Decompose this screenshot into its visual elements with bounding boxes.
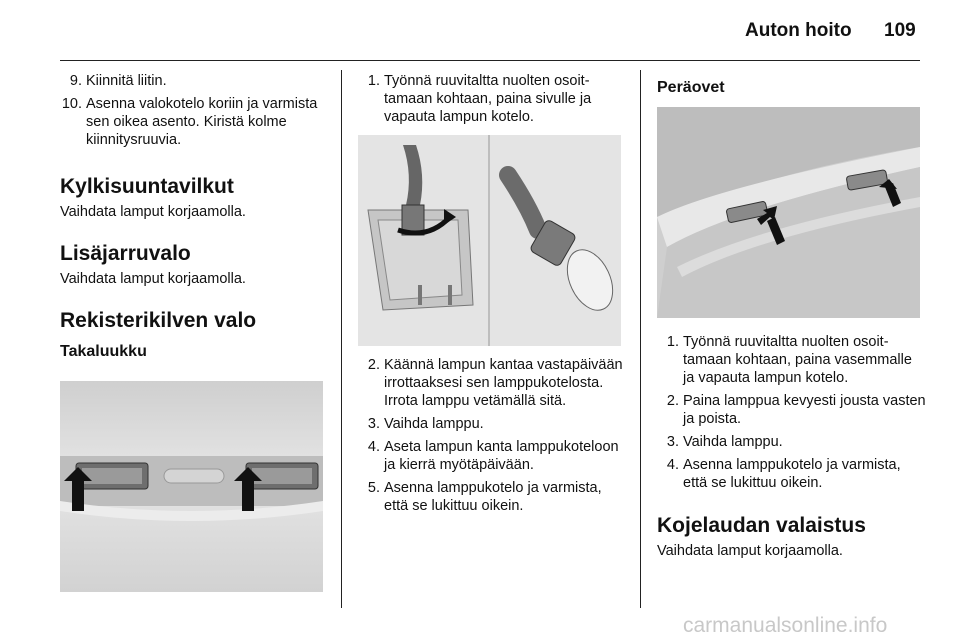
step-number: 5. — [367, 480, 380, 496]
step-text: Työnnä ruuvitaltta nuolten osoittamaan kohtaan, paina sivulle ja vapauta lampun kotelo. — [384, 73, 592, 125]
page-number: 109 — [884, 20, 916, 41]
bulb-removal-figure — [358, 135, 621, 346]
column-divider-2 — [640, 70, 641, 608]
tailgate-illustration — [60, 381, 323, 592]
step-number: 9. — [69, 73, 82, 89]
step-item — [60, 72, 330, 90]
step-number: 10. — [61, 96, 82, 112]
step-number: 1. — [367, 73, 380, 89]
step-text: Aseta lampun kanta lamppukoteloon ja kierrä myötäpäivään. — [384, 439, 619, 473]
step-item — [358, 415, 628, 433]
rear-door-illustration — [657, 107, 920, 318]
step-text: Asenna lamppukotelo ja varmista, että se lukittuu oikein. — [683, 457, 901, 491]
header-divider — [60, 60, 920, 61]
side-indicators-text: Vaihdata lamput korjaamolla. — [60, 204, 246, 220]
step-item — [358, 72, 628, 126]
step-list — [60, 72, 330, 149]
brake-light-text: Vaihdata lamput korjaamolla. — [60, 271, 246, 287]
subheading-tailgate: Takaluukku — [60, 343, 147, 360]
step-text: Asenna lamppukotelo ja varmista, että se lukittuu oikein. — [384, 480, 602, 514]
tailgate-license-light-figure — [60, 381, 323, 592]
step-list — [657, 333, 927, 492]
heading-brake-light: Lisäjarruvalo — [60, 242, 191, 265]
step-list — [358, 356, 628, 515]
column-1 — [60, 72, 330, 362]
step-item — [657, 392, 927, 428]
step-item — [60, 95, 330, 149]
step-number: 3. — [666, 434, 679, 450]
bulb-socket-illustration — [358, 135, 621, 346]
step-item — [657, 433, 927, 451]
step-text: Työnnä ruuvitaltta nuolten osoittamaan kohtaan, paina vasemmalle ja vapauta lampun kotelo. — [683, 334, 912, 386]
step-item — [358, 356, 628, 410]
heading-license-light: Rekisterikilven valo — [60, 309, 257, 332]
step-number: 4. — [666, 457, 679, 473]
column-divider-1 — [341, 70, 342, 608]
watermark: carmanualsonline.info — [683, 614, 888, 637]
step-number: 4. — [367, 439, 380, 455]
column-2-steps — [358, 356, 628, 520]
step-item — [358, 479, 628, 515]
step-number: 1. — [666, 334, 679, 350]
section-title: Auton hoito — [745, 20, 852, 41]
step-number: 3. — [367, 416, 380, 432]
step-text: Kiinnitä liitin. — [86, 73, 167, 89]
rear-door-license-light-figure — [657, 107, 920, 318]
step-number: 2. — [367, 357, 380, 373]
step-number: 2. — [666, 393, 679, 409]
step-text: Vaihda lamppu. — [683, 434, 783, 450]
step-list — [358, 72, 628, 126]
step-text: Vaihda lamppu. — [384, 416, 484, 432]
heading-dashboard-lighting: Kojelaudan valaistus — [657, 514, 866, 537]
step-item — [358, 438, 628, 474]
step-item — [657, 333, 927, 387]
subheading-rear-doors: Peräovet — [657, 79, 725, 96]
dashboard-lighting-text: Vaihdata lamput korjaamolla. — [657, 543, 843, 559]
step-text: Asenna valokotelo koriin ja varmista sen oikea asento. Kiristä kolme kiinnitysruuvia. — [86, 96, 318, 148]
heading-side-indicators: Kylkisuuntavilkut — [60, 175, 234, 198]
step-text: Käännä lampun kantaa vastapäivään irrottaaksesi sen lamppukotelosta. Irrota lamppu vetämällä sitä. — [384, 357, 623, 409]
column-3 — [657, 78, 927, 98]
step-item — [657, 456, 927, 492]
column-2 — [358, 72, 628, 131]
column-3-steps — [657, 333, 927, 560]
step-text: Paina lamppua kevyesti jousta vasten ja poista. — [683, 393, 926, 427]
